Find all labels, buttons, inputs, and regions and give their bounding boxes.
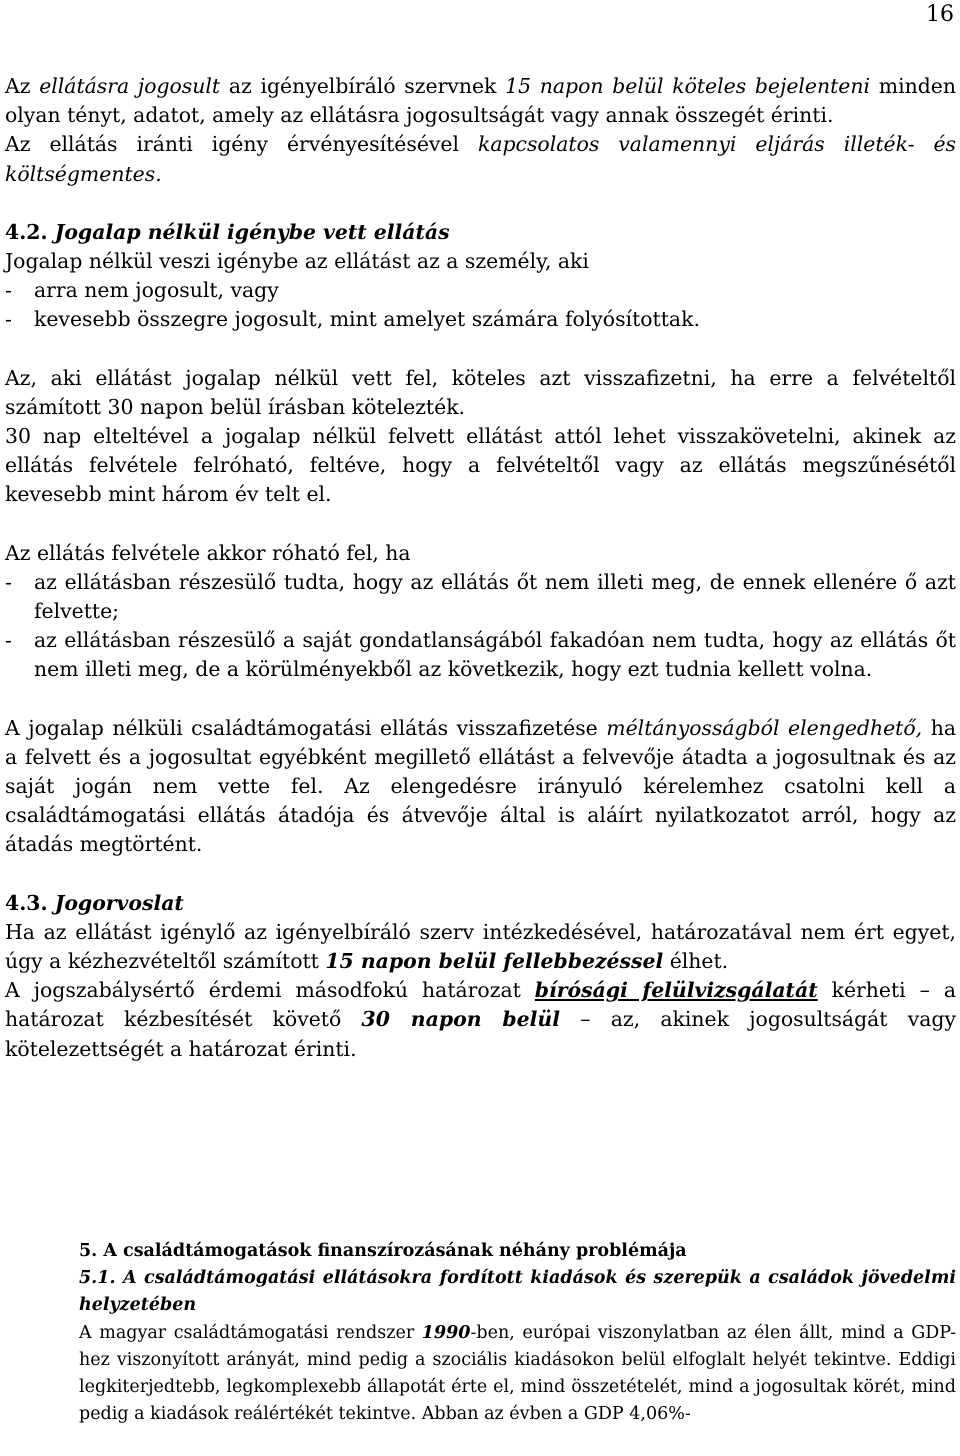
- section-number: 4.2.: [5, 219, 55, 244]
- spacer: [5, 860, 956, 889]
- bold-italic-run: 15 napon belül fellebbezéssel: [325, 949, 664, 974]
- text-run: Ha az ellátást igénylő az igényelbíráló szerv intézkedésével, határozatával nem ért egyet, úgy a kézhezvételtől számított: [5, 919, 956, 974]
- list-item-text: arra nem jogosult, vagy: [34, 278, 279, 303]
- paragraph-appeal: [5, 918, 956, 976]
- section-title: Jogorvoslat: [54, 890, 184, 915]
- italic-run: méltányosságból elengedhető,: [606, 715, 923, 740]
- page-number: 16: [926, 2, 954, 27]
- list-item-text: kevesebb összegre jogosult, mint amelyet számára folyósítottak.: [34, 307, 700, 332]
- paragraph-waiver: [5, 714, 956, 860]
- paragraph-30-days: 30 nap elteltével a jogalap nélkül felvett ellátást attól lehet visszakövetelni, akinek az ellátás felvétele felróható, feltéve, hogy a felvételtől vagy az ellátás megszűnésétől kevesebb mint három év telt el.: [5, 424, 956, 507]
- section-4-2-intro: Jogalap nélkül veszi igénybe az ellátást az a személy, aki: [5, 249, 589, 274]
- spacer: [5, 189, 956, 218]
- text-run: minden olyan tényt, adatot, amely az ellátásra jogosultságát vagy annak összegét érinti.: [5, 74, 956, 128]
- italic-run: 15 napon belül köteles bejelenteni: [505, 74, 871, 98]
- text-run: A jogszabálysértő érdemi másodfokú határozat: [5, 978, 535, 1003]
- list-item-text: az ellátásban részesülő tudta, hogy az ellátás őt nem illeti meg, de ennek ellenére ő azt felvette;: [34, 569, 956, 624]
- paragraph-refund-obligation: Az, aki ellátást jogalap nélkül vett fel, köteles azt visszafizetni, ha erre a felvételtől számított 30 napon belül írásban kötelezték.: [5, 365, 956, 419]
- dash-bullet: -: [5, 278, 12, 303]
- section-5-1-heading: 5.1. A családtámogatási ellátásokra fordított kiadások és szerepük a családok jövedelmi helyzetében: [79, 1268, 956, 1316]
- text-run: – az, akinek jogosultságát vagy kötelezettségét a határozat érinti.: [5, 1007, 957, 1061]
- section-5: [79, 1238, 956, 1428]
- spacer: [5, 510, 956, 539]
- section-4-2-heading: [5, 218, 956, 247]
- text-run: élhet.: [663, 949, 729, 974]
- section-title: Jogalap nélkül igénybe vett ellátás: [54, 219, 450, 244]
- spacer: [5, 685, 956, 714]
- bold-italic-underlined-run: bírósági felülvizsgálatát: [534, 978, 818, 1003]
- italic-run: ellátásra jogosult: [39, 74, 221, 98]
- bold-italic-run: 30 napon belül: [361, 1007, 560, 1032]
- paragraph-reporting-duty: [5, 72, 956, 130]
- text-run: az igényelbíráló szervnek: [220, 74, 506, 98]
- section-5-heading: 5. A családtámogatások finanszírozásának néhány problémája: [79, 1241, 687, 1261]
- list-item: [5, 276, 956, 305]
- dash-bullet: -: [5, 307, 12, 332]
- paragraph-fee-exemption: [5, 130, 956, 188]
- section-4-3-heading: [5, 889, 956, 918]
- text-run: kérheti – a határozat kézbesítését követő: [5, 978, 956, 1032]
- italic-run: kapcsolatos valamennyi eljárás illeték- és költségmentes.: [5, 132, 957, 186]
- paragraph-1990: [79, 1320, 956, 1429]
- text-run: Az: [5, 74, 40, 98]
- paragraph-fault-intro: Az ellátás felvétele akkor róható fel, ha: [5, 540, 411, 565]
- spacer: [5, 335, 956, 364]
- main-text: [5, 72, 956, 1064]
- text-run: ha a felvett és a jogosultat egyébként megillető ellátást a felvevője átadta a jogosultnak és az saját jogán nem vette fel. Az elengedésre irányuló kérelemhez csatolni kell a családtámogatási ellátás átadója és átvevője által is aláírt nyilatkozatot arról, hogy az átadás megtörtént.: [5, 715, 956, 857]
- dash-bullet: -: [5, 569, 12, 594]
- paragraph-judicial-review: [5, 976, 956, 1064]
- text-run: -ben, európai viszonylatban az élen állt, mind a GDP-hez viszonyított arányát, mind pedig a szociális kiadásokon belül elfoglalt helyét tekintve. Eddigi legkiterjedtebb, legkomplexebb állapotát érte el, mind összetételét, mind a jogosultak körét, mind pedig a kiadások reálértékét tekintve. Abban az évben a GDP 4,06%-: [79, 1322, 956, 1425]
- text-run: Az ellátás iránti igény érvényesítésével: [5, 132, 478, 157]
- list-item-text: az ellátásban részesülő a saját gondatlanságából fakadóan nem tudta, hogy az ellátás őt nem illeti meg, de a körülményekből az következik, hogy ezt tudnia kellett volna.: [34, 628, 956, 682]
- text-run: A jogalap nélküli családtámogatási ellátás visszafizetése: [5, 715, 607, 740]
- text-run: A magyar családtámogatási rendszer: [79, 1322, 422, 1343]
- list-item: [5, 568, 956, 626]
- list-item: [5, 305, 956, 334]
- list-item: [5, 626, 956, 684]
- section-number: 4.3.: [5, 890, 55, 915]
- bold-italic-run: 1990: [421, 1322, 471, 1343]
- dash-bullet: -: [5, 628, 12, 653]
